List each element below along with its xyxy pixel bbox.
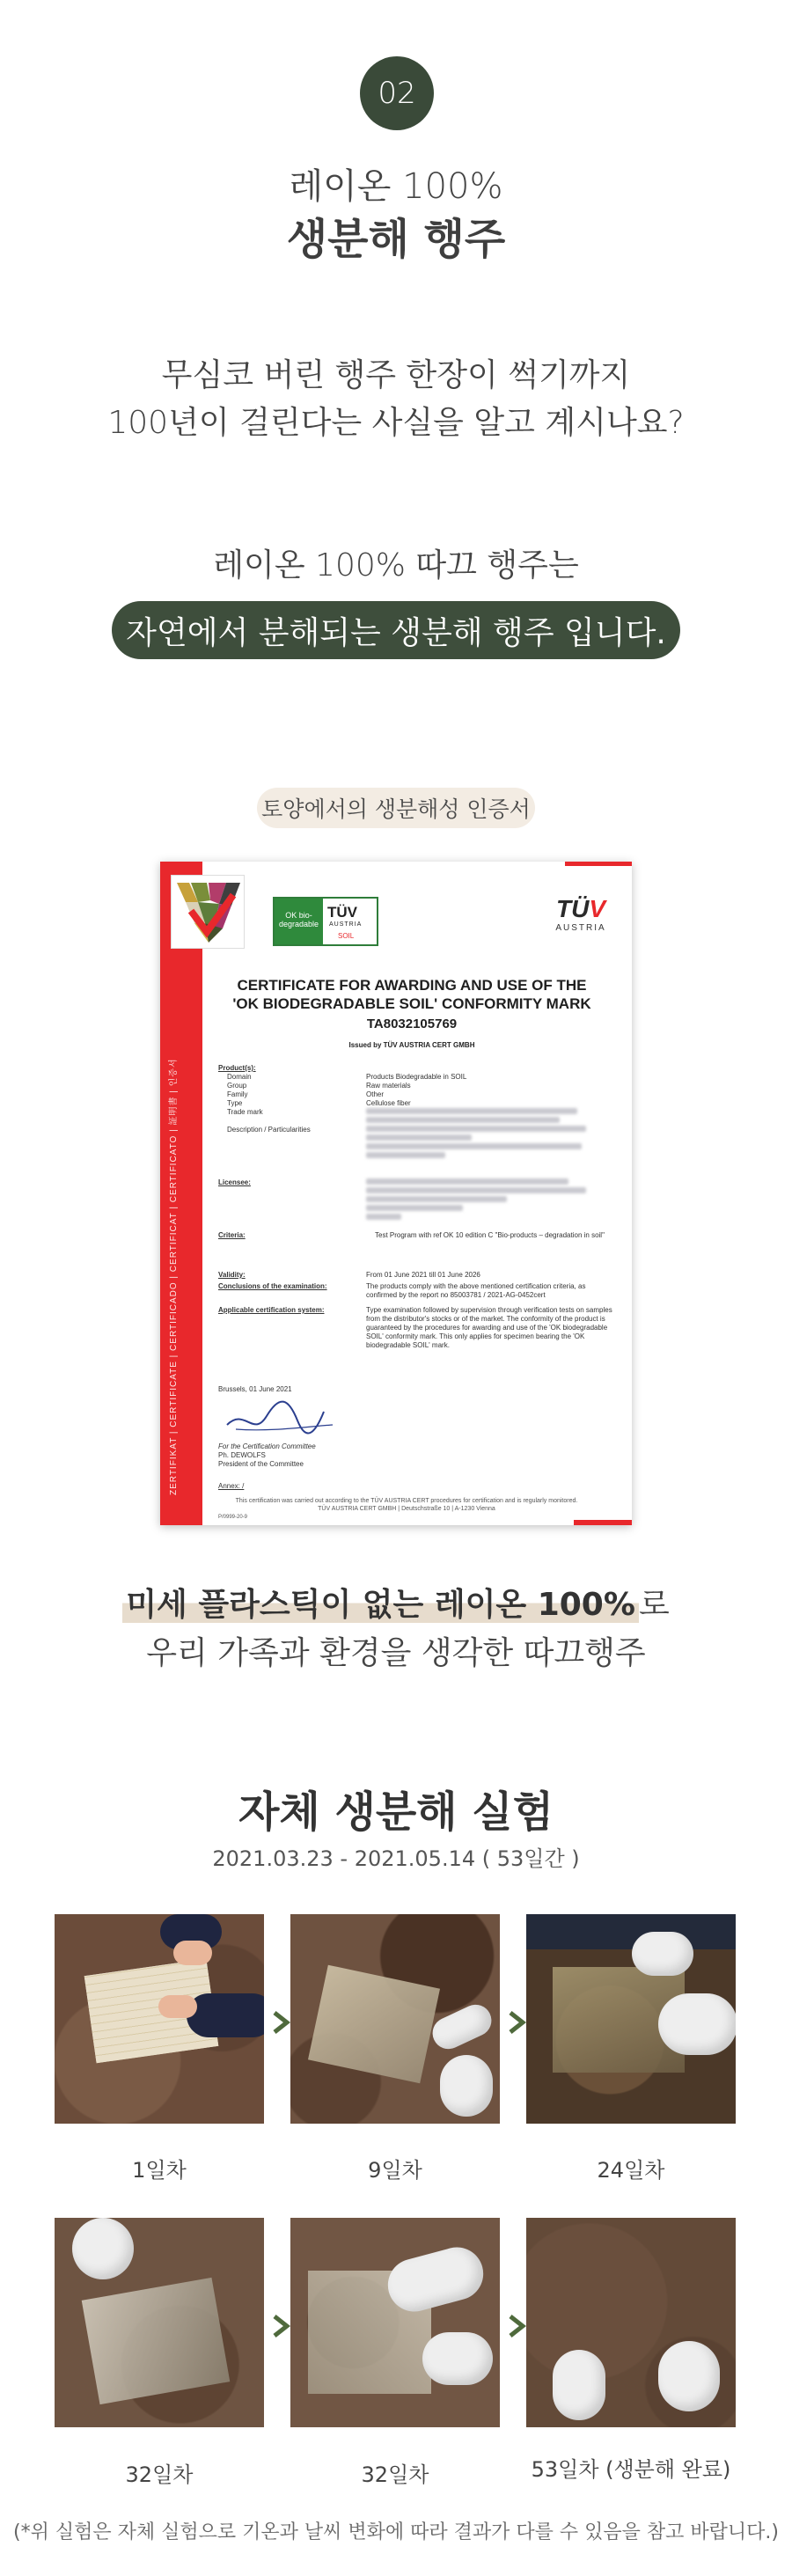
experiment-date-range: 2021.03.23 - 2021.05.14 ( 53일간 ) <box>212 1846 580 1871</box>
signatory-title: President of the Committee <box>218 1460 304 1468</box>
blurred-text <box>366 1214 401 1220</box>
ok-soil-label: SOIL <box>338 932 355 940</box>
experiment-photo-day32b <box>290 2218 500 2427</box>
certificate-document <box>160 862 632 1525</box>
promo-line1 <box>0 1580 792 1625</box>
blurred-text <box>366 1205 463 1211</box>
description-label: Description / Particularities <box>227 1126 311 1134</box>
criteria-value: Test Program with ref OK 10 edition C "Bio-products – degradation in soil" <box>375 1231 605 1239</box>
certificate-number: TA8032105769 <box>366 1016 458 1031</box>
certificate-footer-line1: This certification was carried out according to the TÜV AUSTRIA CERT procedures for certification and is regularly monitored. <box>235 1498 578 1504</box>
family-value: Other <box>366 1090 385 1098</box>
family-label: Family <box>227 1090 248 1098</box>
experiment-photo-day24 <box>526 1914 736 2124</box>
rayon-line: 레이온 100% 따끄 행주는 <box>213 547 579 583</box>
section-number-badge: 02 <box>360 56 434 130</box>
experiment-photo-day32a <box>55 2218 264 2427</box>
type-label: Type <box>227 1099 243 1107</box>
place-date: Brussels, 01 June 2021 <box>218 1385 292 1393</box>
group-value: Raw materials <box>366 1082 411 1090</box>
certificate-top-bar <box>565 862 632 866</box>
caption-day32b: 32일차 <box>361 2462 429 2487</box>
licensee-label: Licensee: <box>218 1178 251 1186</box>
ok-biodegradable-soil-logo <box>273 897 378 946</box>
intro-line1: 무심코 버린 행주 한장이 썩기까지 <box>161 357 631 393</box>
domain-label: Domain <box>227 1073 252 1081</box>
blurred-text <box>366 1117 560 1123</box>
caption-day1: 1일차 <box>132 2158 187 2183</box>
products-label: Product(s): <box>218 1064 256 1072</box>
certificate-footer-line2: TÜV AUSTRIA CERT GMBH | Deutschstraße 10 | A-1230 Vienna <box>318 1506 495 1512</box>
caption-day9: 9일차 <box>368 2158 422 2183</box>
domain-value: Products Biodegradable in SOIL <box>366 1073 467 1081</box>
certificate-red-strip <box>160 862 202 1525</box>
committee-text: For the Certification Committee <box>218 1442 316 1450</box>
blurred-text <box>366 1178 568 1185</box>
caption-day53: 53일차 (생분해 완료) <box>531 2457 731 2482</box>
blurred-text <box>366 1143 582 1149</box>
conclusions-value: The products comply with the above mentioned certification criteria, as confirmed by the report no 85003781 / 2021-AG-0452cert <box>366 1282 586 1299</box>
intro-line2: 100년이 걸린다는 사실을 알고 계시나요? <box>107 405 685 441</box>
certificate-bottom-bar <box>574 1520 632 1525</box>
experiment-photo-day53 <box>526 2218 736 2427</box>
group-label: Group <box>227 1082 247 1090</box>
signatory-name: Ph. DEWOLFS <box>218 1451 266 1459</box>
validity-label: Validity: <box>218 1271 246 1279</box>
certificate-heading-line1: CERTIFICATE FOR AWARDING AND USE OF THE <box>237 977 587 994</box>
applicable-value: Type examination followed by supervision through verification tests on samples from the distributor's stocks or of the market. The conformity of the product is guaranteed by the procedures for awarding and use of the 'OK biodegradable SOIL' conformity mark. This only applies for specimen bearing the 'OK biodegradable SOIL' mark. <box>366 1306 612 1349</box>
promo-suffix: 로 <box>638 1587 670 1623</box>
signature <box>218 1390 394 1442</box>
blurred-text <box>366 1187 586 1193</box>
ok-tuv-country: AUSTRIA <box>329 921 363 928</box>
certificate-heading <box>218 976 605 1013</box>
experiment-photo-day9 <box>290 1914 500 2124</box>
certificate-v-logo <box>171 875 245 949</box>
conclusions-label: Conclusions of the examination: <box>218 1282 327 1290</box>
experiment-footnote: (*위 실험은 자체 실험으로 기온과 날씨 변화에 따라 결과가 다를 수 있음을 참고 바랍니다.) <box>13 2521 779 2543</box>
ok-biodegradable-label: OK bio-degradable <box>275 899 323 944</box>
ok-tuv-brand: TÜV <box>327 904 357 921</box>
promo-line2: 우리 가족과 환경을 생각한 따끄행주 <box>146 1635 646 1671</box>
annex-text: Annex: / <box>218 1482 245 1490</box>
intro-text <box>0 352 792 447</box>
biodegradable-pill: 자연에서 분해되는 생분해 행주 입니다. <box>112 601 680 659</box>
tuv-mark-sub: AUSTRIA <box>555 923 606 933</box>
tuv-mark-v: V <box>589 895 605 922</box>
certificate-strip-text: ZERTIFIKAT | CERTIFICATE | CERTIFICADO | CERTIFICAT | CERTIFICATO | 証明書 | 인증서 <box>169 1058 179 1495</box>
experiment-photo-day1 <box>55 1914 264 2124</box>
certificate-heading-line2: 'OK BIODEGRADABLE SOIL' CONFORMITY MARK <box>232 995 591 1012</box>
blurred-text <box>366 1196 507 1202</box>
trade-mark-label: Trade mark <box>227 1108 263 1116</box>
certificate-tag: 토양에서의 생분해성 인증서 <box>257 788 535 828</box>
blurred-text <box>366 1134 472 1141</box>
certificate-footer <box>213 1497 600 1513</box>
section-title-line2: 생분해 행주 <box>286 215 506 264</box>
experiment-title: 자체 생분해 실험 <box>238 1787 554 1837</box>
validity-value: From 01 June 2021 till 01 June 2026 <box>366 1271 480 1279</box>
blurred-text <box>366 1152 445 1158</box>
certificate-issued-by: Issued by TÜV AUSTRIA CERT GMBH <box>348 1041 475 1049</box>
caption-day24: 24일차 <box>597 2158 665 2183</box>
certificate-ref: P/0999-20-9 <box>218 1515 248 1520</box>
applicable-label: Applicable certification system: <box>218 1306 325 1314</box>
blurred-text <box>366 1126 586 1132</box>
caption-day32a: 32일차 <box>125 2462 194 2487</box>
promo-highlight: 미세 플라스틱이 없는 레이온 100% <box>122 1587 639 1623</box>
type-value: Cellulose fiber <box>366 1099 411 1107</box>
tuv-mark-main: TÜ <box>555 895 590 922</box>
tuv-austria-logo <box>540 895 621 933</box>
blurred-text <box>366 1108 577 1114</box>
section-title-line1: 레이온 100% <box>289 166 503 207</box>
criteria-label: Criteria: <box>218 1231 246 1239</box>
